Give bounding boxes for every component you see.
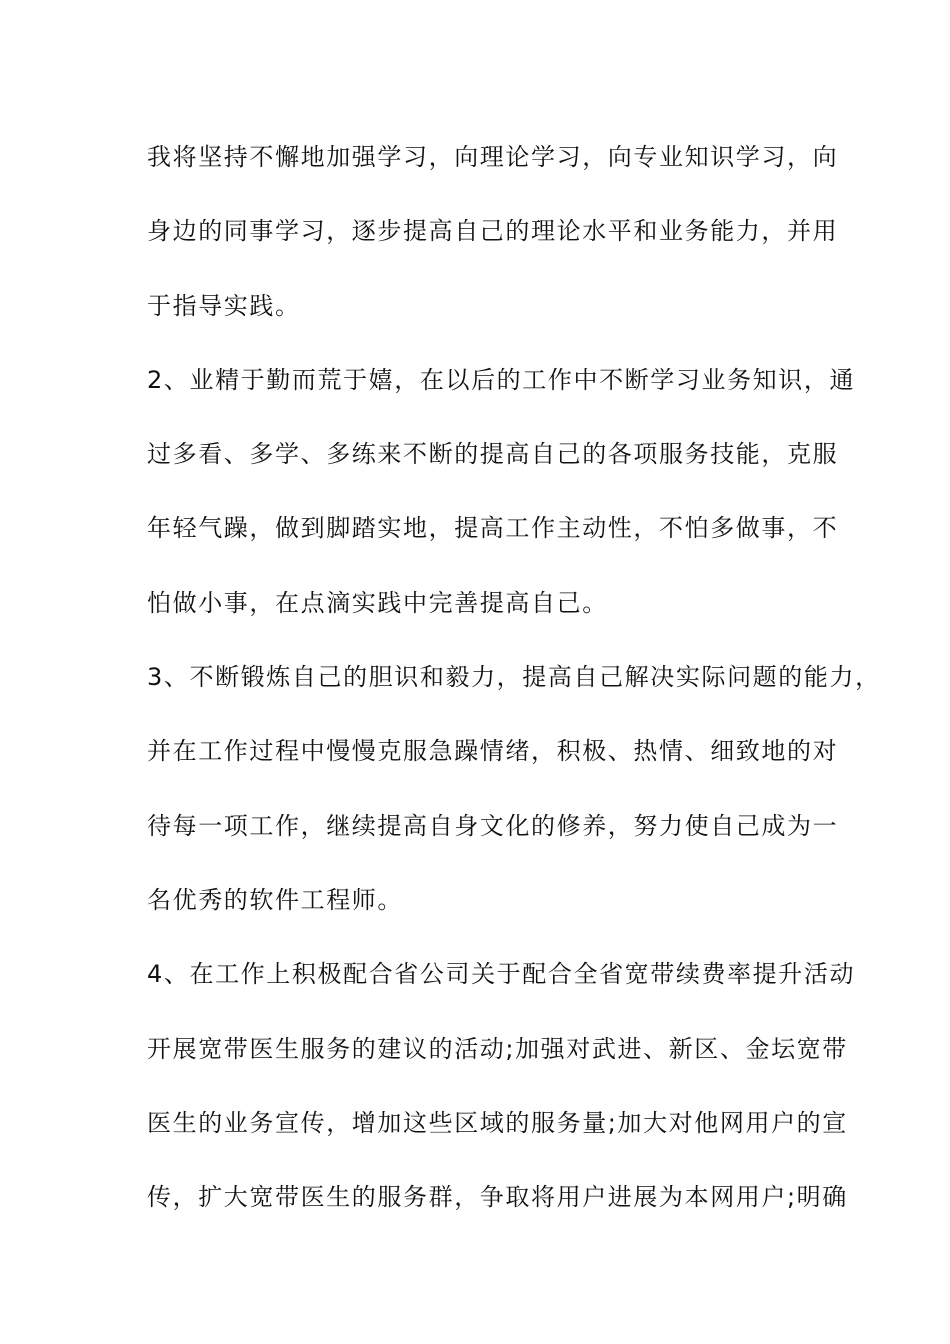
text-line: 开展宽带医生服务的建议的活动;加强对武进、新区、金坛宽带 [147,1034,848,1063]
text-line: 传，扩大宽带医生的服务群，争取将用户进展为本网用户;明确 [147,1183,848,1212]
text-line: 过多看、多学、多练来不断的提高自己的各项服务技能，克服 [147,440,839,469]
text-line: 身边的同事学习，逐步提高自己的理论水平和业务能力，并用 [147,217,839,246]
text-line: 我将坚持不懈地加强学习，向理论学习，向专业知识学习，向 [147,143,839,171]
text-line: 2、业精于勤而荒于嬉，在以后的工作中不断学习业务知识，通 [147,365,856,394]
text-line: 于指导实践。 [147,291,301,320]
text-line: 医生的业务宣传，增加这些区域的服务量;加大对他网用户的宣 [147,1108,848,1137]
text-line: 名优秀的软件工程师。 [147,885,403,914]
text-line: 4、在工作上积极配合省公司关于配合全省宽带续费率提升活动 [147,960,856,989]
text-line: 年轻气躁，做到脚踏实地，提高工作主动性，不怕多做事，不 [147,514,839,543]
text-line: 并在工作过程中慢慢克服急躁情绪，积极、热情、细致地的对 [147,737,839,766]
text-line: 3、不断锻炼自己的胆识和毅力，提高自己解决实际问题的能力， [147,663,881,692]
text-line: 怕做小事，在点滴实践中完善提高自己。 [147,588,608,617]
text-line: 待每一项工作，继续提高自身文化的修养，努力使自己成为一 [147,811,839,840]
document-body [147,120,881,1234]
